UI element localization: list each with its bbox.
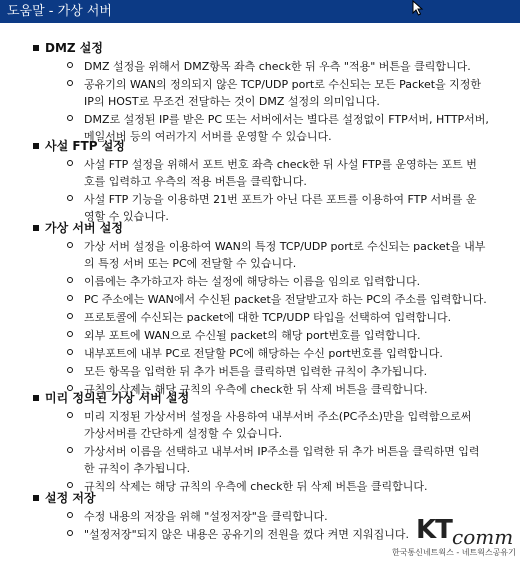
square-bullet-icon: [33, 495, 39, 501]
section-title: 설정 저장: [45, 491, 96, 505]
item-text-line: 가상서버 이름을 선택하고 내부서버 IP주소를 입력한 뒤 추가 버튼을 클릭하면 입력: [84, 445, 480, 458]
list-item: [0, 273, 520, 290]
circle-bullet-icon: [67, 115, 73, 121]
section-title: 사설 FTP 설정: [45, 139, 125, 153]
list-item: [0, 156, 520, 190]
list-item: [0, 327, 520, 344]
item-text-line: 규칙의 삭제는 해당 규칙의 우측에 check한 뒤 삭제 버튼을 클릭합니다.: [84, 480, 428, 493]
item-text-line: 수정 내용의 저장을 위해 "설정저장"을 클릭합니다.: [84, 510, 328, 523]
item-text-line: 가상서버를 간단하게 설정할 수 있습니다.: [84, 427, 283, 440]
circle-bullet-icon: [67, 530, 73, 536]
item-text-line: 이름에는 추가하고자 하는 설정에 해당하는 이름을 임의로 입력합니다.: [84, 275, 421, 288]
item-text-line: DMZ 설정을 위해서 DMZ항목 좌측 check한 뒤 우측 "적용" 버튼을 클릭합니다.: [84, 60, 471, 73]
help-section: [0, 220, 520, 396]
list-item: [0, 443, 520, 477]
mouse-cursor-icon: [412, 0, 424, 16]
help-section: [0, 390, 520, 493]
item-text-line: "설정저장"되지 않은 내용은 공유기의 전원을 껐다 켜면 지워집니다.: [84, 528, 409, 541]
list-item: [0, 345, 520, 362]
list-item: [0, 363, 520, 380]
circle-bullet-icon: [67, 295, 73, 301]
item-text-line: 내부포트에 내부 PC로 전달할 PC에 해당하는 수신 port번호를 입력합니다.: [84, 347, 443, 360]
square-bullet-icon: [33, 395, 39, 401]
logo-tagline: 한국통신네트웍스 - 네트웍스공유기: [392, 548, 516, 557]
logo-comm: comm: [452, 525, 514, 549]
help-section: [0, 40, 520, 143]
square-bullet-icon: [33, 225, 39, 231]
section-title: 미리 정의된 가상 서버 설정: [45, 391, 190, 405]
item-text-line: PC 주소에는 WAN에서 수신된 packet을 전달받고자 하는 PC의 주소를 입력합니다.: [84, 293, 487, 306]
list-item: [0, 76, 520, 110]
section-header: [0, 40, 520, 56]
item-text-line: 영할 수 있습니다.: [84, 210, 169, 223]
circle-bullet-icon: [67, 349, 73, 355]
item-text-line: 한 규칙이 추가됩니다.: [84, 462, 191, 475]
list-item: [0, 309, 520, 326]
list-item: [0, 238, 520, 272]
circle-bullet-icon: [67, 160, 73, 166]
item-text-line: 프로토콜에 수신되는 packet에 대한 TCP/UDP 타입을 선택하여 입력합니다.: [84, 311, 452, 324]
item-text-line: 미리 지정된 가상서버 설정을 사용하여 내부서버 주소(PC주소)만을 입력함으로써: [84, 410, 472, 423]
list-item: [0, 58, 520, 75]
item-text-line: 모든 항목을 입력한 뒤 추가 버튼을 클릭하면 입력한 규칙이 추가됩니다.: [84, 365, 428, 378]
section-title: 가상 서버 설정: [45, 221, 123, 235]
item-text-line: 사설 FTP 기능을 이용하면 21번 포트가 아닌 다른 포트를 이용하여 FTP 서버를 운: [84, 193, 477, 206]
section-header: [0, 490, 520, 506]
circle-bullet-icon: [67, 242, 73, 248]
item-text-line: DMZ로 설정된 IP를 받은 PC 또는 서버에서는 별다른 설정없이 FTP서버, HTTP서버,: [84, 113, 489, 126]
window-title: 도움말 - 가상 서버: [7, 4, 112, 19]
section-header: [0, 220, 520, 236]
circle-bullet-icon: [67, 80, 73, 86]
list-item: [0, 408, 520, 442]
help-content: [0, 23, 520, 561]
circle-bullet-icon: [67, 512, 73, 518]
section-header: [0, 390, 520, 406]
circle-bullet-icon: [67, 277, 73, 283]
item-text-line: 호를 입력하고 우측의 적용 버튼을 클릭합니다.: [84, 175, 307, 188]
circle-bullet-icon: [67, 482, 73, 488]
section-title: DMZ 설정: [45, 41, 103, 55]
section-header: [0, 138, 520, 154]
square-bullet-icon: [33, 45, 39, 51]
list-item: [0, 291, 520, 308]
circle-bullet-icon: [67, 313, 73, 319]
item-text-line: 사설 FTP 설정을 위해서 포트 번호 좌측 check한 뒤 사설 FTP를 운영하는 포트 번: [84, 158, 477, 171]
item-text-line: 메일서버 등의 여러가지 서버를 운영할 수 있습니다.: [84, 130, 332, 143]
circle-bullet-icon: [67, 62, 73, 68]
circle-bullet-icon: [67, 447, 73, 453]
item-text-line: 외부 포트에 WAN으로 수신될 packet의 해당 port번호를 입력합니다.: [84, 329, 421, 342]
square-bullet-icon: [33, 143, 39, 149]
item-text-line: 가상 서버 설정을 이용하여 WAN의 특정 TCP/UDP port로 수신되는 packet을 내부: [84, 240, 486, 253]
item-text-line: 의 특정 서버 또는 PC에 전달할 수 있습니다.: [84, 257, 297, 270]
help-section: [0, 138, 520, 223]
window-titlebar: [0, 0, 520, 23]
item-text-line: IP의 HOST로 무조건 전달하는 것이 DMZ 설정의 의미입니다.: [84, 95, 380, 108]
circle-bullet-icon: [67, 195, 73, 201]
kt-comm-logo: [378, 515, 518, 559]
circle-bullet-icon: [67, 412, 73, 418]
item-text-line: 규칙의 삭제는 해당 규칙의 우측에 check한 뒤 삭제 버튼을 클릭합니다.: [84, 383, 428, 396]
circle-bullet-icon: [67, 331, 73, 337]
item-text-line: 공유기의 WAN의 정의되지 않은 TCP/UDP port로 수신되는 모든 Packet을 지정한: [84, 78, 482, 91]
circle-bullet-icon: [67, 367, 73, 373]
logo-kt: KT: [416, 515, 452, 545]
